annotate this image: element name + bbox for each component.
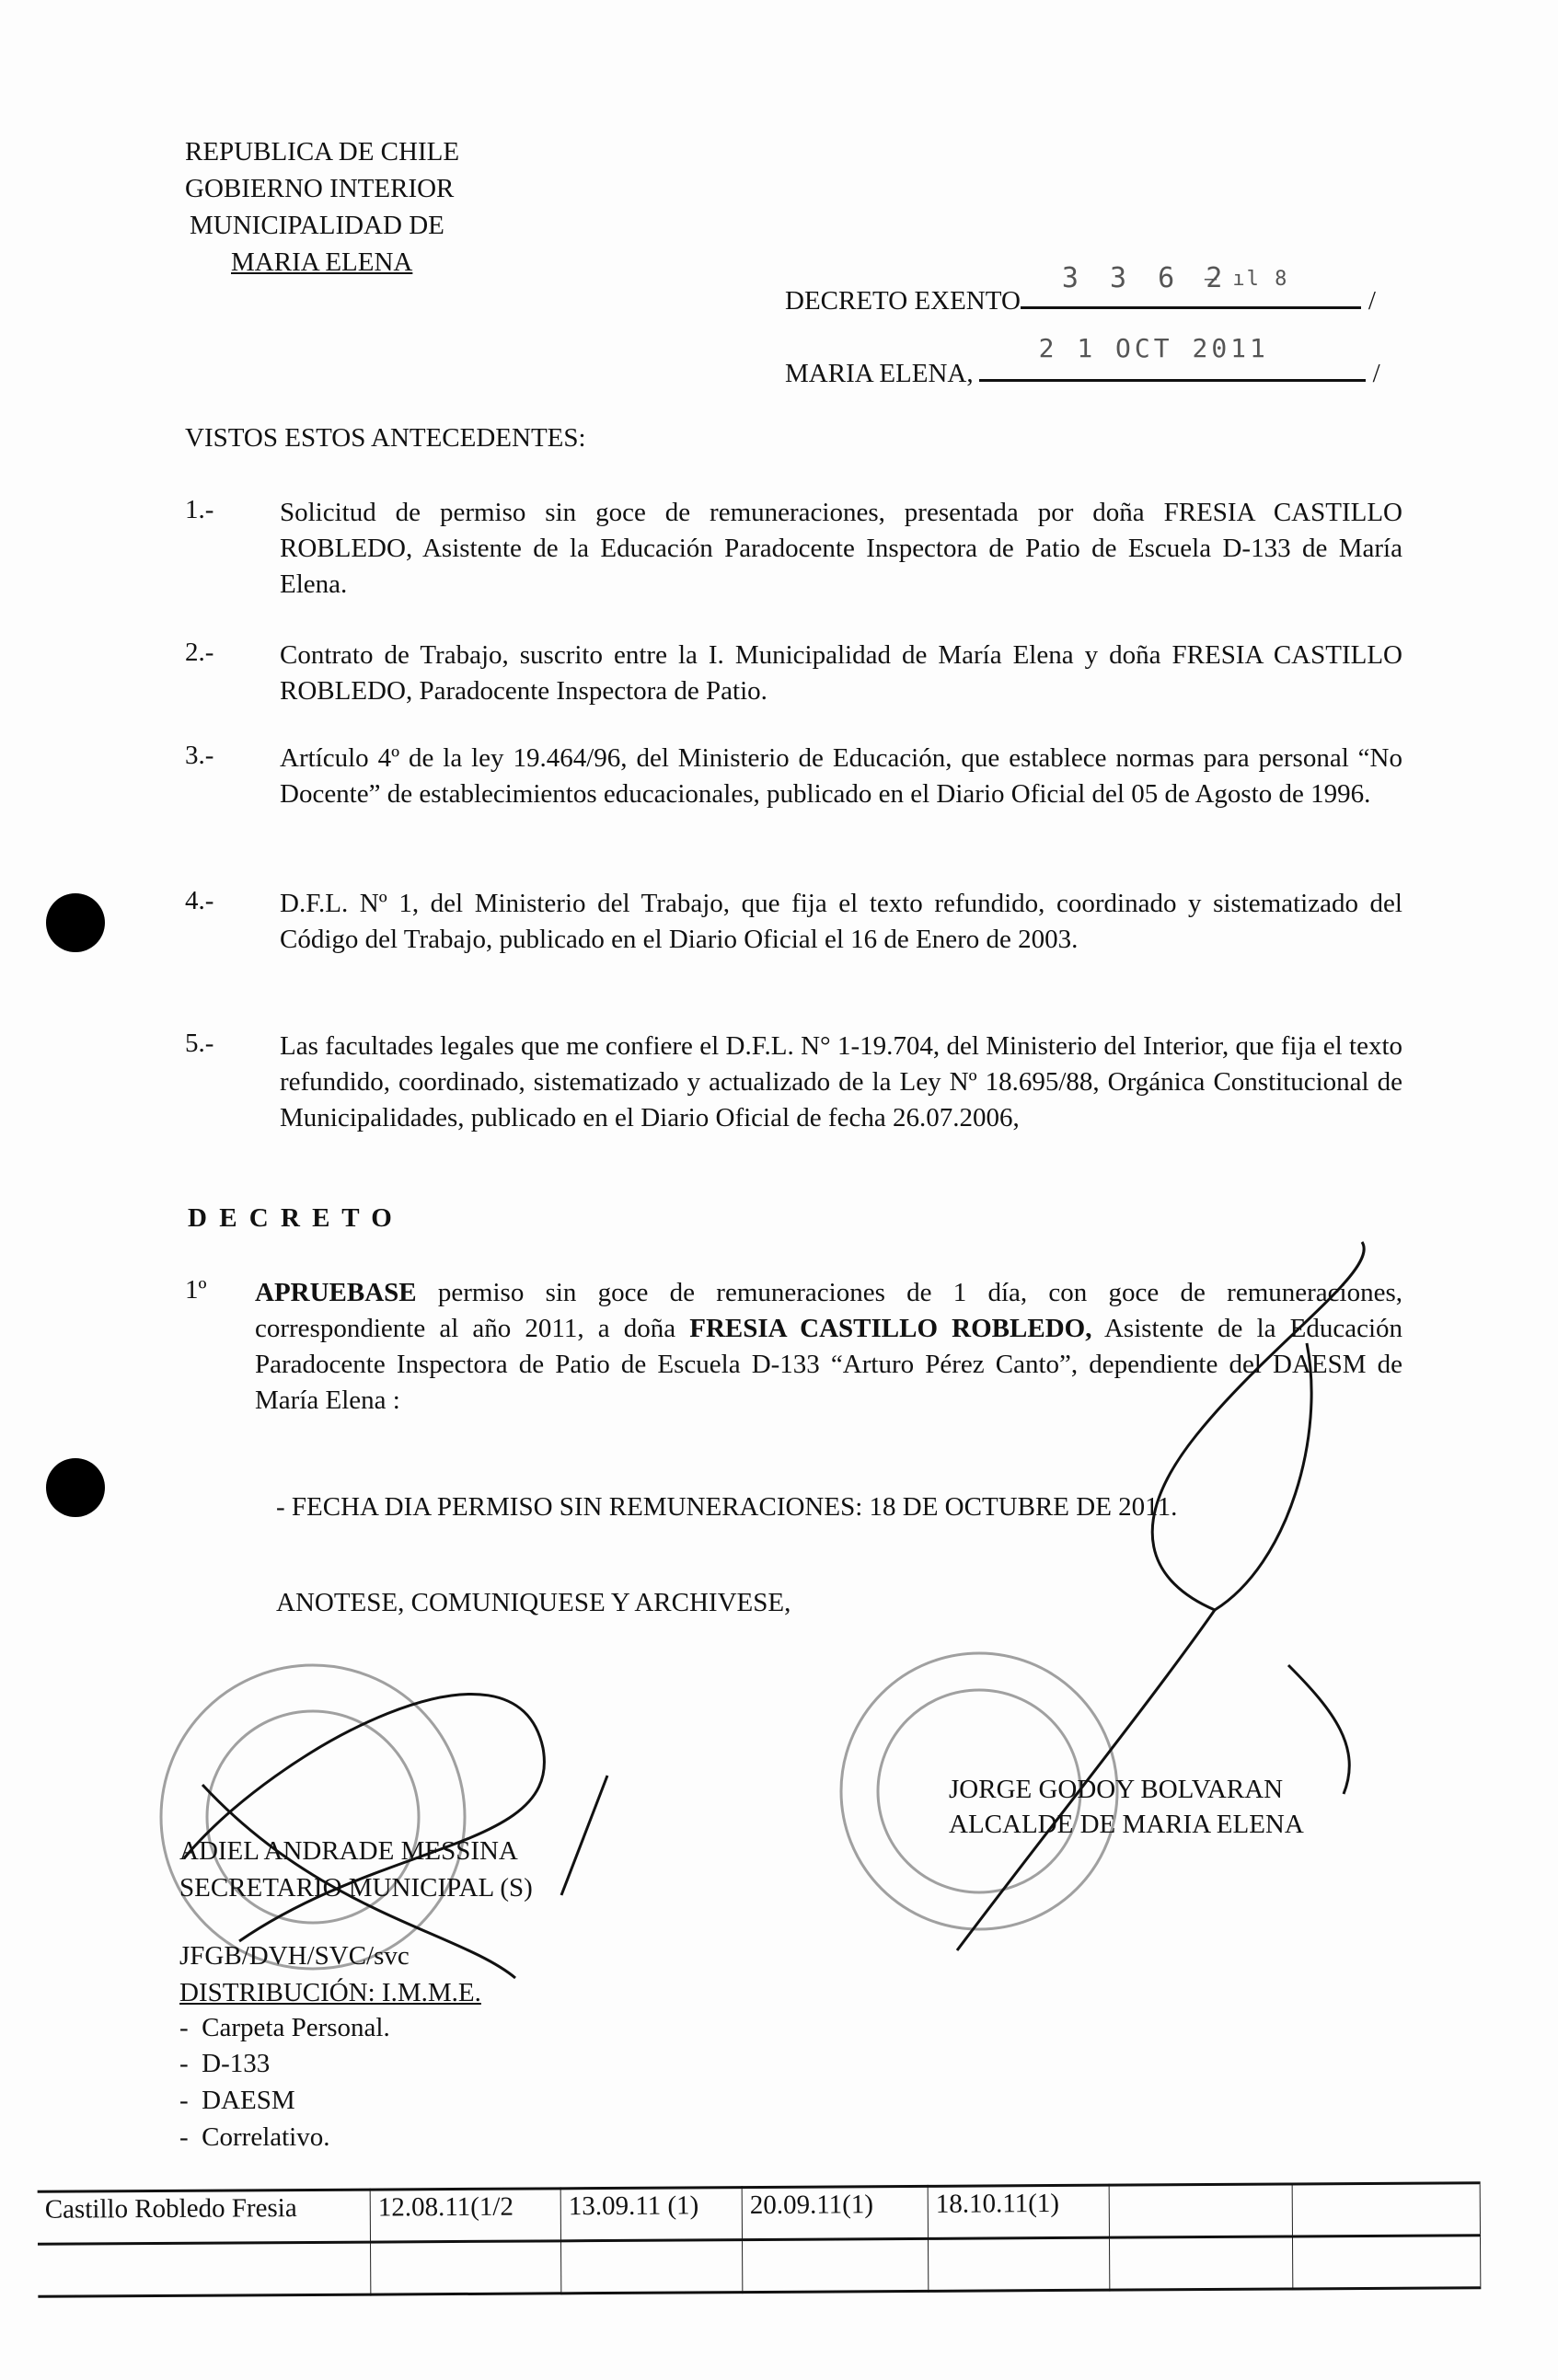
header-maria-elena: MARIA ELENA <box>231 247 413 277</box>
header-government: GOBIERNO INTERIOR <box>185 174 455 203</box>
punch-hole-icon <box>46 893 105 952</box>
header-municipality: MUNICIPALIDAD DE <box>190 211 444 240</box>
table-row <box>38 2183 1481 2245</box>
leave-record-table <box>38 2181 1482 2298</box>
item-number: 2.- <box>185 638 214 667</box>
table-row <box>38 2236 1481 2297</box>
item-number: 5.- <box>185 1029 214 1058</box>
article-number: 1º <box>185 1275 207 1305</box>
decree-stamp-suffix: – ıl 8 <box>1204 268 1289 291</box>
table-cell: 18.10.11(1) <box>928 2185 1109 2238</box>
vistos-title: VISTOS ESTOS ANTECEDENTES: <box>185 423 586 453</box>
table-cell: 13.09.11 (1) <box>560 2188 742 2241</box>
item-text: D.F.L. Nº 1, del Ministerio del Trabajo, que fija el texto refundido, coordinado y sistematizado del Código del Trabajo, publicado en el Diario Oficial el 16 de Enero de 2003. <box>280 889 1402 954</box>
closing-formula: ANOTESE, COMUNIQUESE Y ARCHIVESE, <box>276 1588 791 1617</box>
item-text: Contrato de Trabajo, suscrito entre la I. Municipalidad de María Elena y doña FRESIA CASTILLO ROBLEDO, Paradocente Inspectora de Patio. <box>280 640 1402 706</box>
signature-right-icon <box>957 1242 1364 1950</box>
decree-number: 3 3 6 2 <box>1061 262 1230 294</box>
decree-date: 2 1 OCT 2011 <box>1038 333 1269 363</box>
decree-number-line: DECRETO EXENTO 3 3 6 2 – ıl 8 / <box>785 262 1376 316</box>
decreto-title: D E C R E T O <box>188 1203 395 1233</box>
table-cell <box>928 2237 1109 2291</box>
table-cell <box>1109 2184 1292 2237</box>
item-text: Artículo 4º de la ley 19.464/96, del Ministerio de Educación, que establece normas para personal “No Docente” de establecimientos educacionales, publicado en el Diario Oficial del 05 de Agosto de 1996. <box>280 743 1402 809</box>
table-cell: 12.08.11(1/2 <box>370 2189 560 2242</box>
municipal-stamp-left <box>161 1665 465 1969</box>
decree-label: DECRETO EXENTO <box>785 286 1021 316</box>
table-cell <box>1292 2183 1480 2236</box>
table-cell <box>371 2241 561 2294</box>
distribution-label: DISTRIBUCIÓN: I.M.M.E. <box>179 1978 481 2007</box>
secretary-name: ADIEL ANDRADE MESSINA <box>179 1836 518 1866</box>
secretary-title: SECRETARIO MUNICIPAL (S) <box>179 1873 533 1903</box>
table-cell <box>561 2240 743 2294</box>
item-text: Solicitud de permiso sin goce de remuneraciones, presentada por doña FRESIA CASTILLO ROBLEDO, Asistente de la Educación Paradocente Inspectora de Patio de Escuela D-133 de María Elena. <box>280 498 1402 599</box>
table-cell <box>1109 2236 1292 2290</box>
distribution-item: - DAESM <box>179 2086 295 2115</box>
table-cell <box>1292 2236 1480 2289</box>
punch-hole-icon <box>46 1458 105 1517</box>
mayor-name: JORGE GODOY BOLVARAN <box>949 1775 1284 1804</box>
permit-date: - FECHA DIA PERMISO SIN REMUNERACIONES: 18 DE OCTUBRE DE 2011. <box>276 1492 1178 1522</box>
table-cell: Castillo Robledo Fresia <box>38 2190 371 2244</box>
item-number: 4.- <box>185 886 214 915</box>
header-republic: REPUBLICA DE CHILE <box>185 137 460 167</box>
mayor-title: ALCALDE DE MARIA ELENA <box>949 1810 1304 1839</box>
article-text: APRUEBASE permiso sin goce de remuneraciones de 1 día, con goce de remuneraciones, correspondiente al año 2011, a doña FRESIA CASTILLO ROBLEDO, Asistente de la Educación Paradocente Inspectora de Patio de Escuela D-133 “Arturo Pérez Canto”, dependiente del DAESM de María Elena : <box>255 1278 1403 1415</box>
table-cell <box>38 2242 371 2296</box>
decree-date-line: MARIA ELENA, 2 1 OCT 2011 / <box>785 333 1380 388</box>
place-label: MARIA ELENA, <box>785 359 974 388</box>
initials: JFGB/DVH/SVC/svc <box>179 1941 410 1971</box>
item-number: 1.- <box>185 495 214 524</box>
table-cell <box>743 2238 929 2292</box>
distribution-item: - D-133 <box>179 2049 271 2078</box>
item-text: Las facultades legales que me confiere el D.F.L. N° 1-19.704, del Ministerio del Interior, que fija el texto refundido, coordinado, sistematizado y actualizado de la Ley Nº 18.695/88, Orgánica Constitucional de Municipalidades, publicado en el Diario Oficial de fecha 26.07.2006, <box>280 1031 1402 1133</box>
item-number: 3.- <box>185 741 214 770</box>
distribution-item: - Correlativo. <box>179 2122 330 2152</box>
distribution-item: - Carpeta Personal. <box>179 2013 390 2042</box>
table-cell: 20.09.11(1) <box>742 2186 928 2239</box>
